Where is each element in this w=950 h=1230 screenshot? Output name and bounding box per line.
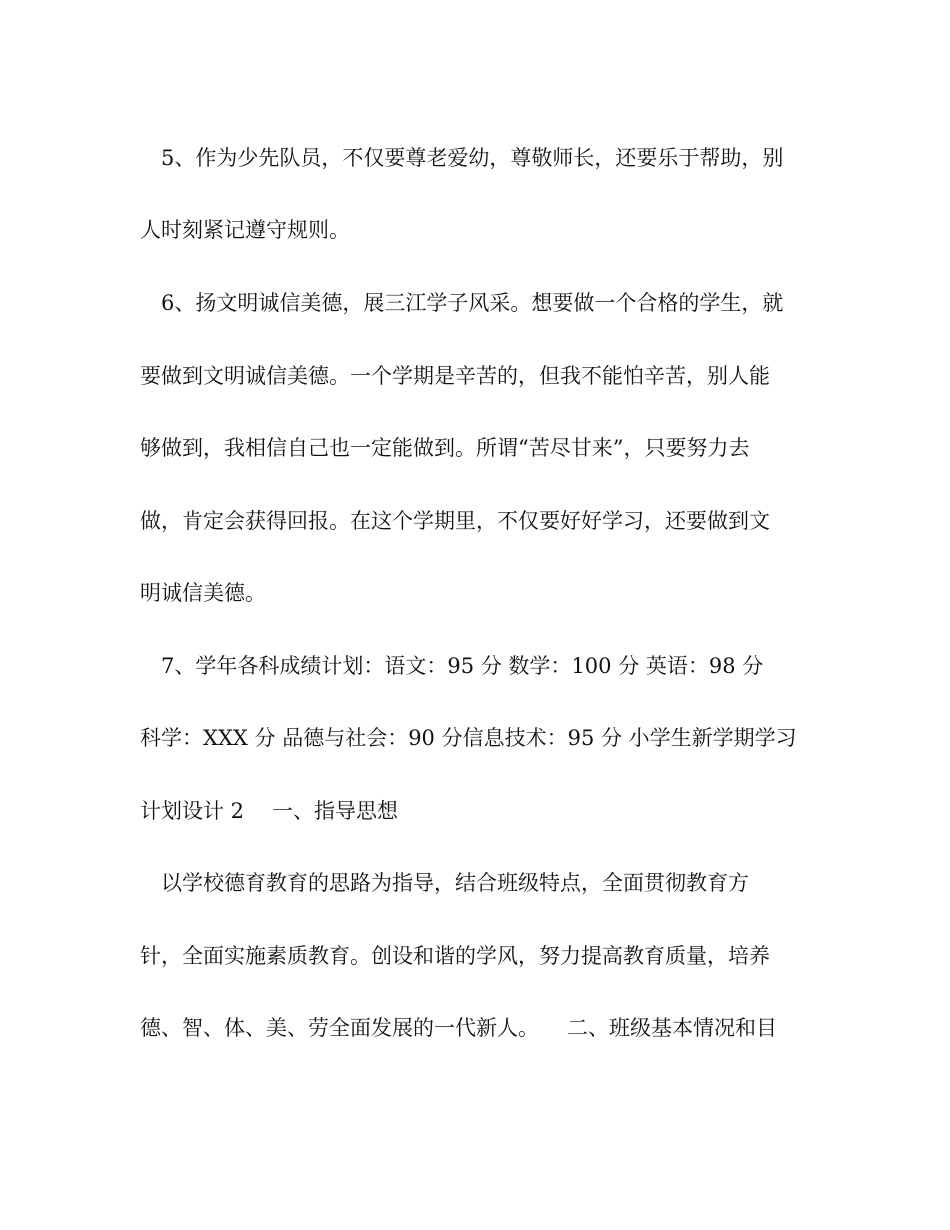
paragraph-line: 明诚信美德。 — [140, 581, 266, 605]
section-heading: 一、指导思想 — [272, 799, 399, 823]
paragraph-line: 7、学年各科成绩计划：语文：95 分 数学：100 分 英语：98 分 — [140, 654, 764, 678]
paragraph-line: 做，肯定会获得回报。在这个学期里，不仅要好好学习，还要做到文 — [140, 509, 770, 533]
paragraph-line: 够做到，我相信自己也一定能做到。所谓“苦尽甘来”，只要努力去 — [140, 436, 750, 460]
section-subtitle: 计划设计 2 — [140, 799, 245, 823]
paragraph-line: 6、扬文明诚信美德，展三江学子风采。想要做一个合格的学生，就 — [140, 291, 784, 315]
paragraph-line: 5、作为少先队员，不仅要尊老爱幼，尊敬师长，还要乐于帮助，别 — [140, 146, 784, 170]
paragraph-line: 以学校德育教育的思路为指导，结合班级特点，全面贯彻教育方 — [140, 871, 749, 895]
paragraph-line: 科学：XXX 分 品德与社会：90 分信息技术：95 分 小学生新学期学习 — [140, 726, 797, 750]
paragraph-text: 德、智、体、美、劳全面发展的一代新人。 — [140, 1016, 539, 1040]
paragraph-line-heading — [140, 799, 398, 823]
paragraph-line: 要做到文明诚信美德。一个学期是辛苦的，但我不能怕辛苦，别人能 — [140, 364, 770, 388]
section-heading: 二、班级基本情况和目 — [567, 1016, 777, 1040]
paragraph-line: 针，全面实施素质教育。创设和谐的学风，努力提高教育质量，培养 — [140, 944, 770, 968]
paragraph-line-heading — [140, 1016, 777, 1040]
paragraph-line: 人时刻紧记遵守规则。 — [140, 218, 350, 242]
